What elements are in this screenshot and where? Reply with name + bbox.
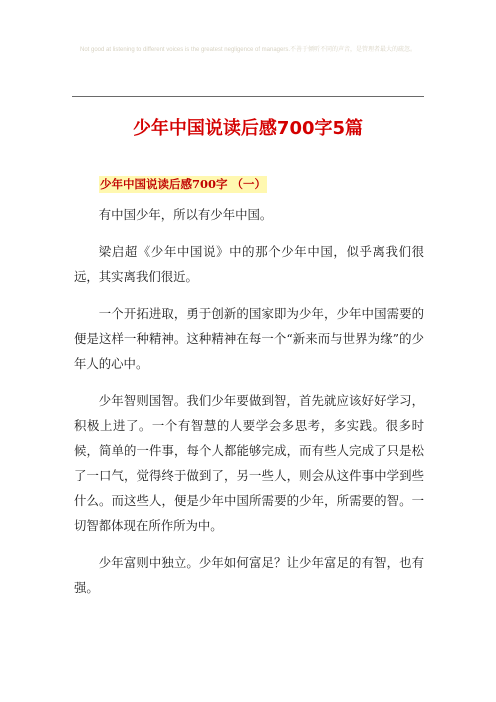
document-body bbox=[74, 202, 424, 612]
paragraph: 有中国少年，所以有少年中国。 bbox=[98, 207, 273, 222]
section-heading: 少年中国说读后感700字 （一） bbox=[100, 177, 267, 191]
paragraph: 一个开拓进取，勇于创新的国家即为少年，少年中国需要的便是这样一种精神。这种精神在每一个“新来而与世界为缘”的少年人的心中。 bbox=[74, 306, 424, 371]
document-title: 少年中国说读后感700字5篇 bbox=[132, 118, 364, 139]
paragraph: 少年富则中独立。少年如何富足？让少年富足的有智，也有强。 bbox=[74, 555, 424, 595]
header-divider bbox=[72, 96, 424, 97]
paragraph: 少年智则国智。我们少年要做到智，首先就应该好好学习，积极上进了。一个有智慧的人要学会多思考，多实践。很多时候，简单的一件事，每个人都能够完成，而有些人完成了只是松了一口气，觉得终于做到了，另一些人，则会从这件事中学到些什么。而这些人，便是少年中国所需要的少年，所需要的智。一切智都体现在所作所为中。 bbox=[74, 393, 424, 533]
paragraph: 梁启超《少年中国说》中的那个少年中国，似乎离我们很远，其实离我们很近。 bbox=[74, 244, 424, 284]
page-header-text: Not good at listening to different voices is the greatest negligence of managers.不善于倾听不同的声音，是管理者最大的疏忽。 bbox=[79, 47, 417, 53]
